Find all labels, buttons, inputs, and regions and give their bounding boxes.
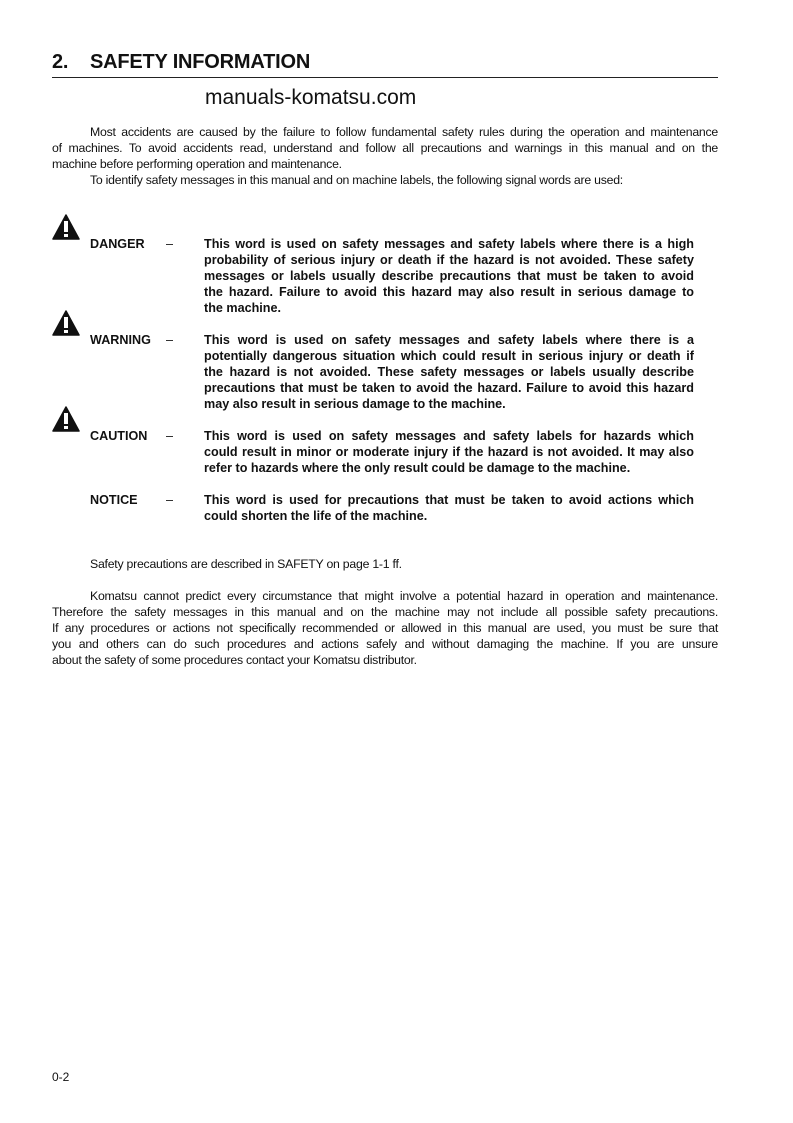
signal-label: CAUTION [90,429,148,443]
intro-paragraph [52,124,718,188]
warning-triangle-icon [52,310,80,336]
signal-description [204,332,694,412]
text-line: machine before performing operation and maintenance. [52,157,342,171]
watermark: manuals-komatsu.com [205,86,417,109]
signal-dash: – [166,493,174,507]
signal-description [204,428,694,476]
text-line: Therefore the safety messages in this manual and on the machine may not include all possible safety precautions. [52,605,718,619]
signal-label: NOTICE [90,493,138,507]
text-line: of machines. To avoid accidents read, understand and follow all precautions and warnings in this manual and on the [52,141,718,155]
closing-paragraph [52,588,718,668]
text-line: potentially dangerous situation which could result in serious injury or death if [204,349,694,363]
reference-paragraph [52,556,718,572]
page-number: 0-2 [52,1070,70,1084]
text-line: precautions that must be taken to avoid the hazard. Failure to avoid this hazard [204,381,694,395]
text-line: could shorten the life of the machine. [204,509,428,523]
text-line: If any procedures or actions not specifically recommended or allowed in this manual are used, you must be sure that [52,621,718,635]
signal-dash: – [166,333,174,347]
section-title [52,51,310,74]
text-line: you and others can do such procedures and actions safely and without damaging the machine. If you are unsure [52,637,718,651]
reference-text: Safety precautions are described in SAFETY on page 1-1 ff. [90,557,402,571]
text-line: probability of serious injury or death if the hazard is not avoided. These safety [204,253,694,267]
text-line: This word is used for precautions that must be taken to avoid actions which [204,493,694,507]
text-line: messages or labels usually describe precautions that must be taken to avoid [204,269,694,283]
text-line: Most accidents are caused by the failure to follow fundamental safety rules during the operation and maintenance [90,125,718,139]
signal-dash: – [166,429,174,443]
text-line: about the safety of some procedures contact your Komatsu distributor. [52,653,417,667]
warning-triangle-icon [52,214,80,240]
text-line: the hazard. Failure to avoid this hazard may also result in serious damage to [204,285,694,299]
text-line: This word is used on safety messages and safety labels for hazards which [204,429,694,443]
text-line: This word is used on safety messages and safety labels where there is a high [204,237,694,251]
text-line: the hazard is not avoided. These safety messages or labels usually describe [204,365,694,379]
signal-label: DANGER [90,237,145,251]
signal-description [204,236,694,316]
text-line: refer to hazards where the only result could be damage to the machine. [204,461,631,475]
section-number: 2. [52,51,69,73]
text-line: This word is used on safety messages and safety labels where there is a [204,333,694,347]
signal-dash: – [166,237,174,251]
signal-label: WARNING [90,333,151,347]
title-rule [52,77,718,78]
signal-words-intro: To identify safety messages in this manual and on machine labels, the following signal words are used: [90,173,623,187]
text-line: could result in minor or moderate injury if the hazard is not avoided. It may also [204,445,694,459]
section-title-text: SAFETY INFORMATION [90,51,311,73]
text-line: Komatsu cannot predict every circumstance that might involve a potential hazard in operation and maintenance. [90,589,718,603]
text-line: the machine. [204,301,281,315]
signal-description [204,492,694,524]
text-line: may also result in serious damage to the machine. [204,397,506,411]
warning-triangle-icon [52,406,80,432]
